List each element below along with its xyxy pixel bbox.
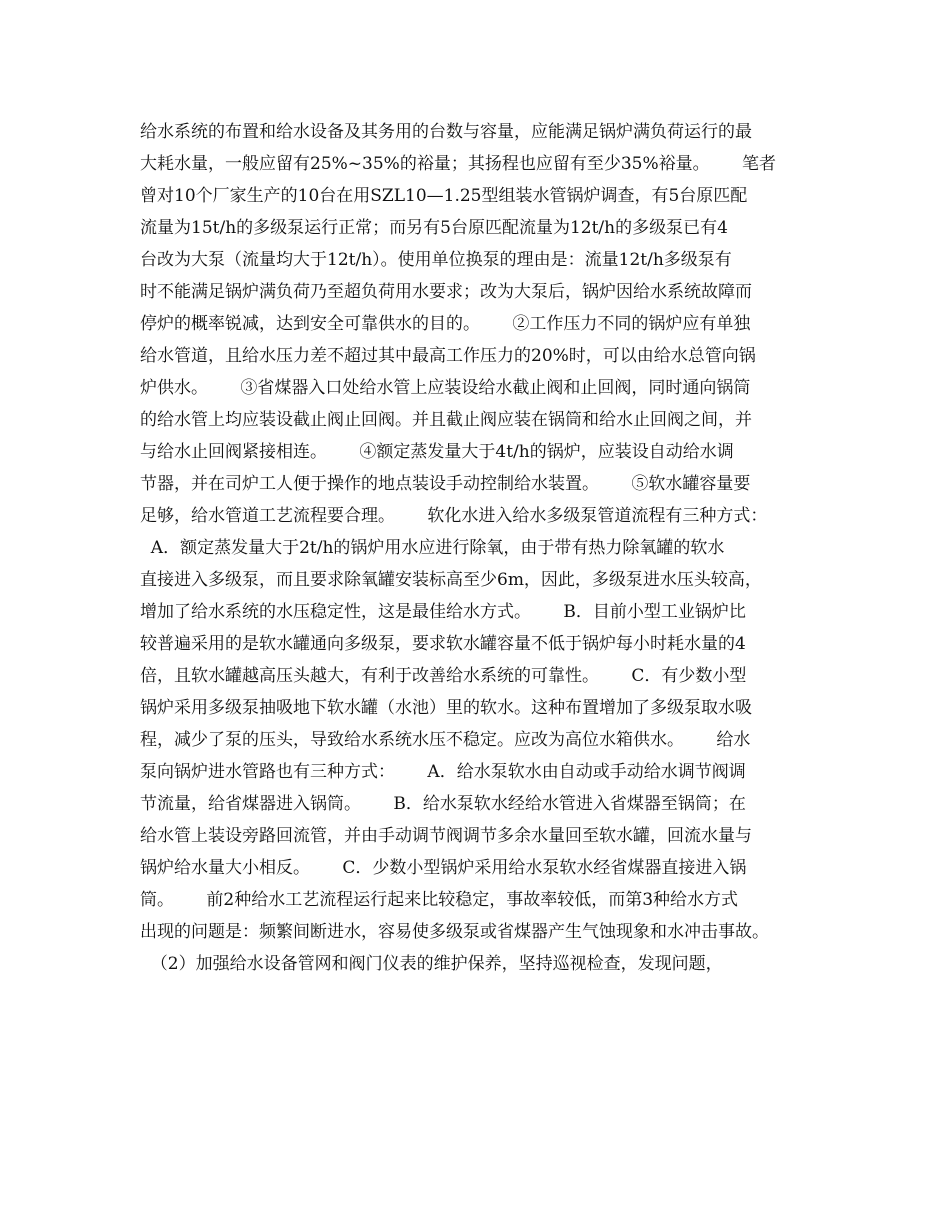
text-line-20: 程，减少了泵的压头，导致给水系统水压不稳定。应改为高位水箱供水。 给水 bbox=[140, 730, 751, 750]
text-line-12: 节器，并在司炉工人便于操作的地点装设手动控制给水装置。 ⑤软水罐容量要 bbox=[140, 474, 751, 494]
text-line-18: 倍，且软水罐越高压头越大，有利于改善给水系统的可靠性。 C．有少数小型 bbox=[140, 666, 747, 686]
text-line-15: 直接进入多级泵，而且要求除氧罐安装标高至少6m，因此，多级泵进水压头较高， bbox=[140, 570, 762, 590]
text-line-7: 停炉的概率锐减，达到安全可靠供水的目的。 ②工作压力不同的锅炉应有单独 bbox=[140, 314, 751, 334]
text-line-10: 的给水管上均应装设截止阀止回阀。并且截止阀应装在锅筒和给水止回阀之间，并 bbox=[140, 410, 752, 430]
text-line-9: 炉供水。 ③省煤器入口处给水管上应装设给水截止阀和止回阀，同时通向锅筒 bbox=[140, 378, 751, 398]
text-line-5: 台改为大泵（流量均大于12t/h）。使用单位换泵的理由是：流量12t/h多级泵有 bbox=[140, 250, 732, 270]
text-line-21: 泵向锅炉进水管路也有三种方式： A．给水泵软水由自动或手动给水调节阀调 bbox=[140, 762, 746, 782]
text-line-25: 筒。 前2种给水工艺流程运行起来比较稳定，事故率较低，而第3种给水方式 bbox=[140, 890, 739, 910]
text-line-22: 节流量，给省煤器进入锅筒。 B．给水泵软水经给水管进入省煤器至锅筒；在 bbox=[140, 794, 746, 814]
text-line-3: 曾对10个厂家生产的10台在用SZL10—1.25型组装水管锅炉调查，有5台原匹配 bbox=[140, 186, 748, 206]
text-line-17: 较普遍采用的是软水罐通向多级泵，要求软水罐容量不低于锅炉每小时耗水量的4 bbox=[140, 634, 746, 654]
text-line-8: 给水管道，且给水压力差不超过其中最高工作压力的20%时，可以由给水总管向锅 bbox=[140, 346, 756, 366]
text-line-27: （2）加强给水设备管网和阀门仪表的维护保养，坚持巡视检查，发现问题， bbox=[140, 954, 723, 974]
text-line-2: 大耗水量，一般应留有25%~35%的裕量；其扬程也应留有至少35%裕量。 笔者 bbox=[140, 154, 777, 174]
text-line-19: 锅炉采用多级泵抽吸地下软水罐（水池）里的软水。这种布置增加了多级泵取水吸 bbox=[140, 698, 752, 718]
text-line-16: 增加了给水系统的水压稳定性，这是最佳给水方式。 B．目前小型工业锅炉比 bbox=[140, 602, 746, 622]
text-line-11: 与给水止回阀紧接相连。 ④额定蒸发量大于4t/h的锅炉，应装设自动给水调 bbox=[140, 442, 734, 462]
text-line-4: 流量为15t/h的多级泵运行正常；而另有5台原匹配流量为12t/h的多级泵已有4 bbox=[140, 218, 728, 238]
text-line-14: A．额定蒸发量大于2t/h的锅炉用水应进行除氧，由于带有热力除氧罐的软水 bbox=[140, 538, 725, 558]
text-line-23: 给水管上装设旁路回流管，并由手动调节阀调节多余水量回至软水罐，回流水量与 bbox=[140, 826, 752, 846]
text-line-26: 出现的问题是：频繁间断进水，容易使多级泵或省煤器产生气蚀现象和水冲击事故。 bbox=[140, 922, 769, 942]
text-line-1: 给水系统的布置和给水设备及其务用的台数与容量，应能满足锅炉满负荷运行的最 bbox=[140, 122, 752, 142]
document-body bbox=[140, 116, 830, 980]
text-line-13: 足够，给水管道工艺流程要合理。 软化水进入给水多级泵管道流程有三种方式： bbox=[140, 506, 768, 526]
text-line-6: 时不能满足锅炉满负荷乃至超负荷用水要求；改为大泵后，锅炉因给水系统故障而 bbox=[140, 282, 752, 302]
text-line-24: 锅炉给水量大小相反。 C．少数小型锅炉采用给水泵软水经省煤器直接进入锅 bbox=[140, 858, 747, 878]
